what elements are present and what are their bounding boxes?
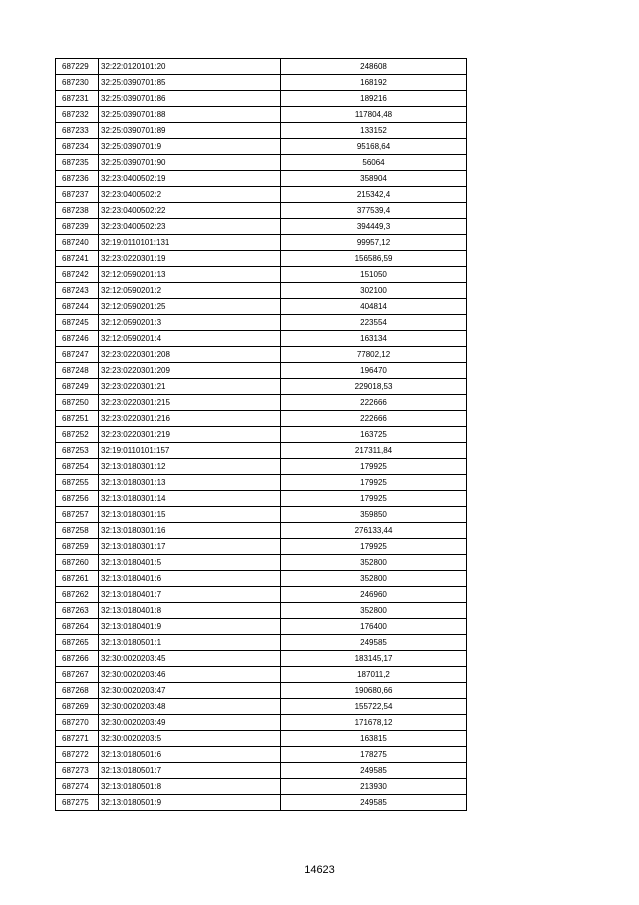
value-cell: 276133,44 bbox=[281, 523, 467, 539]
value-cell: 223554 bbox=[281, 315, 467, 331]
cadastral-number-cell: 32:25:0390701:9 bbox=[99, 139, 281, 155]
cadastral-number-cell: 32:13:0180501:8 bbox=[99, 779, 281, 795]
cadastral-number-cell: 32:13:0180401:9 bbox=[99, 619, 281, 635]
cadastral-number-cell: 32:23:0220301:219 bbox=[99, 427, 281, 443]
table-row bbox=[56, 283, 467, 299]
row-id-cell: 687259 bbox=[56, 539, 99, 555]
cadastral-number-cell: 32:23:0220301:208 bbox=[99, 347, 281, 363]
cadastral-number-cell: 32:25:0390701:85 bbox=[99, 75, 281, 91]
value-cell: 404814 bbox=[281, 299, 467, 315]
cadastral-number-cell: 32:12:0590201:3 bbox=[99, 315, 281, 331]
cadastral-number-cell: 32:30:0020203:45 bbox=[99, 651, 281, 667]
table-row bbox=[56, 715, 467, 731]
data-table bbox=[55, 58, 467, 811]
row-id-cell: 687236 bbox=[56, 171, 99, 187]
cadastral-number-cell: 32:30:0020203:5 bbox=[99, 731, 281, 747]
value-cell: 56064 bbox=[281, 155, 467, 171]
cadastral-number-cell: 32:13:0180401:6 bbox=[99, 571, 281, 587]
table-row bbox=[56, 795, 467, 811]
cadastral-number-cell: 32:13:0180501:6 bbox=[99, 747, 281, 763]
table-row bbox=[56, 267, 467, 283]
row-id-cell: 687232 bbox=[56, 107, 99, 123]
row-id-cell: 687237 bbox=[56, 187, 99, 203]
value-cell: 222666 bbox=[281, 395, 467, 411]
cadastral-number-cell: 32:13:0180501:7 bbox=[99, 763, 281, 779]
row-id-cell: 687258 bbox=[56, 523, 99, 539]
cadastral-number-cell: 32:19:0110101:157 bbox=[99, 443, 281, 459]
row-id-cell: 687261 bbox=[56, 571, 99, 587]
value-cell: 117804,48 bbox=[281, 107, 467, 123]
table-row bbox=[56, 235, 467, 251]
value-cell: 246960 bbox=[281, 587, 467, 603]
value-cell: 229018,53 bbox=[281, 379, 467, 395]
value-cell: 133152 bbox=[281, 123, 467, 139]
row-id-cell: 687251 bbox=[56, 411, 99, 427]
value-cell: 217311,84 bbox=[281, 443, 467, 459]
cadastral-number-cell: 32:13:0180301:13 bbox=[99, 475, 281, 491]
table-row bbox=[56, 667, 467, 683]
table-row bbox=[56, 363, 467, 379]
cadastral-number-cell: 32:12:0590201:2 bbox=[99, 283, 281, 299]
row-id-cell: 687253 bbox=[56, 443, 99, 459]
value-cell: 196470 bbox=[281, 363, 467, 379]
cadastral-number-cell: 32:13:0180301:15 bbox=[99, 507, 281, 523]
value-cell: 394449,3 bbox=[281, 219, 467, 235]
row-id-cell: 687249 bbox=[56, 379, 99, 395]
row-id-cell: 687235 bbox=[56, 155, 99, 171]
cadastral-number-cell: 32:13:0180301:12 bbox=[99, 459, 281, 475]
row-id-cell: 687230 bbox=[56, 75, 99, 91]
table-row bbox=[56, 331, 467, 347]
value-cell: 176400 bbox=[281, 619, 467, 635]
cadastral-number-cell: 32:13:0180501:9 bbox=[99, 795, 281, 811]
table-row bbox=[56, 219, 467, 235]
row-id-cell: 687264 bbox=[56, 619, 99, 635]
value-cell: 179925 bbox=[281, 539, 467, 555]
table-row bbox=[56, 683, 467, 699]
row-id-cell: 687248 bbox=[56, 363, 99, 379]
table-row bbox=[56, 523, 467, 539]
page-number: 14623 bbox=[304, 864, 335, 876]
row-id-cell: 687231 bbox=[56, 91, 99, 107]
row-id-cell: 687268 bbox=[56, 683, 99, 699]
data-table-body bbox=[56, 59, 467, 811]
value-cell: 179925 bbox=[281, 475, 467, 491]
cadastral-number-cell: 32:23:0400502:2 bbox=[99, 187, 281, 203]
row-id-cell: 687244 bbox=[56, 299, 99, 315]
value-cell: 179925 bbox=[281, 459, 467, 475]
value-cell: 213930 bbox=[281, 779, 467, 795]
cadastral-number-cell: 32:23:0400502:19 bbox=[99, 171, 281, 187]
table-row bbox=[56, 379, 467, 395]
cadastral-number-cell: 32:30:0020203:47 bbox=[99, 683, 281, 699]
table-row bbox=[56, 747, 467, 763]
cadastral-number-cell: 32:30:0020203:46 bbox=[99, 667, 281, 683]
table-row bbox=[56, 443, 467, 459]
value-cell: 359850 bbox=[281, 507, 467, 523]
cadastral-number-cell: 32:12:0590201:4 bbox=[99, 331, 281, 347]
table-row bbox=[56, 507, 467, 523]
row-id-cell: 687267 bbox=[56, 667, 99, 683]
cadastral-number-cell: 32:13:0180401:8 bbox=[99, 603, 281, 619]
row-id-cell: 687240 bbox=[56, 235, 99, 251]
value-cell: 95168,64 bbox=[281, 139, 467, 155]
value-cell: 155722,54 bbox=[281, 699, 467, 715]
row-id-cell: 687229 bbox=[56, 59, 99, 75]
cadastral-number-cell: 32:25:0390701:88 bbox=[99, 107, 281, 123]
table-row bbox=[56, 187, 467, 203]
cadastral-number-cell: 32:23:0220301:216 bbox=[99, 411, 281, 427]
table-row bbox=[56, 91, 467, 107]
value-cell: 99957,12 bbox=[281, 235, 467, 251]
value-cell: 168192 bbox=[281, 75, 467, 91]
row-id-cell: 687255 bbox=[56, 475, 99, 491]
row-id-cell: 687269 bbox=[56, 699, 99, 715]
row-id-cell: 687273 bbox=[56, 763, 99, 779]
row-id-cell: 687262 bbox=[56, 587, 99, 603]
table-row bbox=[56, 731, 467, 747]
row-id-cell: 687238 bbox=[56, 203, 99, 219]
value-cell: 352800 bbox=[281, 603, 467, 619]
row-id-cell: 687252 bbox=[56, 427, 99, 443]
value-cell: 302100 bbox=[281, 283, 467, 299]
table-row bbox=[56, 59, 467, 75]
value-cell: 249585 bbox=[281, 763, 467, 779]
table-row bbox=[56, 459, 467, 475]
cadastral-number-cell: 32:22:0120101:20 bbox=[99, 59, 281, 75]
table-row bbox=[56, 315, 467, 331]
value-cell: 171678,12 bbox=[281, 715, 467, 731]
table-row bbox=[56, 651, 467, 667]
table-row bbox=[56, 427, 467, 443]
table-row bbox=[56, 75, 467, 91]
cadastral-number-cell: 32:25:0390701:86 bbox=[99, 91, 281, 107]
cadastral-number-cell: 32:23:0220301:21 bbox=[99, 379, 281, 395]
row-id-cell: 687271 bbox=[56, 731, 99, 747]
row-id-cell: 687272 bbox=[56, 747, 99, 763]
value-cell: 352800 bbox=[281, 555, 467, 571]
value-cell: 163725 bbox=[281, 427, 467, 443]
row-id-cell: 687275 bbox=[56, 795, 99, 811]
cadastral-number-cell: 32:25:0390701:89 bbox=[99, 123, 281, 139]
table-row bbox=[56, 107, 467, 123]
row-id-cell: 687254 bbox=[56, 459, 99, 475]
table-row bbox=[56, 587, 467, 603]
value-cell: 249585 bbox=[281, 635, 467, 651]
table-row bbox=[56, 779, 467, 795]
cadastral-number-cell: 32:19:0110101:131 bbox=[99, 235, 281, 251]
value-cell: 163815 bbox=[281, 731, 467, 747]
table-row bbox=[56, 139, 467, 155]
value-cell: 187011,2 bbox=[281, 667, 467, 683]
cadastral-number-cell: 32:12:0590201:25 bbox=[99, 299, 281, 315]
table-row bbox=[56, 299, 467, 315]
value-cell: 377539,4 bbox=[281, 203, 467, 219]
row-id-cell: 687266 bbox=[56, 651, 99, 667]
row-id-cell: 687260 bbox=[56, 555, 99, 571]
row-id-cell: 687243 bbox=[56, 283, 99, 299]
row-id-cell: 687274 bbox=[56, 779, 99, 795]
cadastral-number-cell: 32:13:0180301:16 bbox=[99, 523, 281, 539]
value-cell: 178275 bbox=[281, 747, 467, 763]
row-id-cell: 687239 bbox=[56, 219, 99, 235]
table-row bbox=[56, 491, 467, 507]
row-id-cell: 687256 bbox=[56, 491, 99, 507]
table-row bbox=[56, 251, 467, 267]
table-row bbox=[56, 411, 467, 427]
table-row bbox=[56, 763, 467, 779]
row-id-cell: 687265 bbox=[56, 635, 99, 651]
cadastral-number-cell: 32:30:0020203:48 bbox=[99, 699, 281, 715]
value-cell: 222666 bbox=[281, 411, 467, 427]
table-row bbox=[56, 699, 467, 715]
table-row bbox=[56, 123, 467, 139]
value-cell: 77802,12 bbox=[281, 347, 467, 363]
cadastral-number-cell: 32:13:0180301:14 bbox=[99, 491, 281, 507]
row-id-cell: 687234 bbox=[56, 139, 99, 155]
row-id-cell: 687245 bbox=[56, 315, 99, 331]
cadastral-number-cell: 32:23:0220301:215 bbox=[99, 395, 281, 411]
value-cell: 183145,17 bbox=[281, 651, 467, 667]
table-row bbox=[56, 155, 467, 171]
cadastral-number-cell: 32:23:0400502:22 bbox=[99, 203, 281, 219]
cadastral-number-cell: 32:23:0400502:23 bbox=[99, 219, 281, 235]
table-row bbox=[56, 619, 467, 635]
cadastral-number-cell: 32:25:0390701:90 bbox=[99, 155, 281, 171]
cadastral-number-cell: 32:23:0220301:209 bbox=[99, 363, 281, 379]
row-id-cell: 687263 bbox=[56, 603, 99, 619]
table-row bbox=[56, 475, 467, 491]
value-cell: 358904 bbox=[281, 171, 467, 187]
table-row bbox=[56, 171, 467, 187]
table-row bbox=[56, 347, 467, 363]
row-id-cell: 687270 bbox=[56, 715, 99, 731]
value-cell: 215342,4 bbox=[281, 187, 467, 203]
value-cell: 163134 bbox=[281, 331, 467, 347]
row-id-cell: 687247 bbox=[56, 347, 99, 363]
value-cell: 151050 bbox=[281, 267, 467, 283]
value-cell: 248608 bbox=[281, 59, 467, 75]
row-id-cell: 687246 bbox=[56, 331, 99, 347]
value-cell: 179925 bbox=[281, 491, 467, 507]
value-cell: 190680,66 bbox=[281, 683, 467, 699]
row-id-cell: 687257 bbox=[56, 507, 99, 523]
cadastral-number-cell: 32:12:0590201:13 bbox=[99, 267, 281, 283]
table-row bbox=[56, 539, 467, 555]
row-id-cell: 687233 bbox=[56, 123, 99, 139]
row-id-cell: 687242 bbox=[56, 267, 99, 283]
value-cell: 352800 bbox=[281, 571, 467, 587]
value-cell: 156586,59 bbox=[281, 251, 467, 267]
value-cell: 249585 bbox=[281, 795, 467, 811]
value-cell: 189216 bbox=[281, 91, 467, 107]
table-row bbox=[56, 635, 467, 651]
cadastral-number-cell: 32:13:0180401:7 bbox=[99, 587, 281, 603]
cadastral-number-cell: 32:30:0020203:49 bbox=[99, 715, 281, 731]
table-row bbox=[56, 395, 467, 411]
cadastral-number-cell: 32:13:0180401:5 bbox=[99, 555, 281, 571]
cadastral-number-cell: 32:13:0180301:17 bbox=[99, 539, 281, 555]
cadastral-number-cell: 32:23:0220301:19 bbox=[99, 251, 281, 267]
table-row bbox=[56, 603, 467, 619]
table-row bbox=[56, 203, 467, 219]
row-id-cell: 687250 bbox=[56, 395, 99, 411]
cadastral-number-cell: 32:13:0180501:1 bbox=[99, 635, 281, 651]
table-row bbox=[56, 571, 467, 587]
row-id-cell: 687241 bbox=[56, 251, 99, 267]
table-row bbox=[56, 555, 467, 571]
